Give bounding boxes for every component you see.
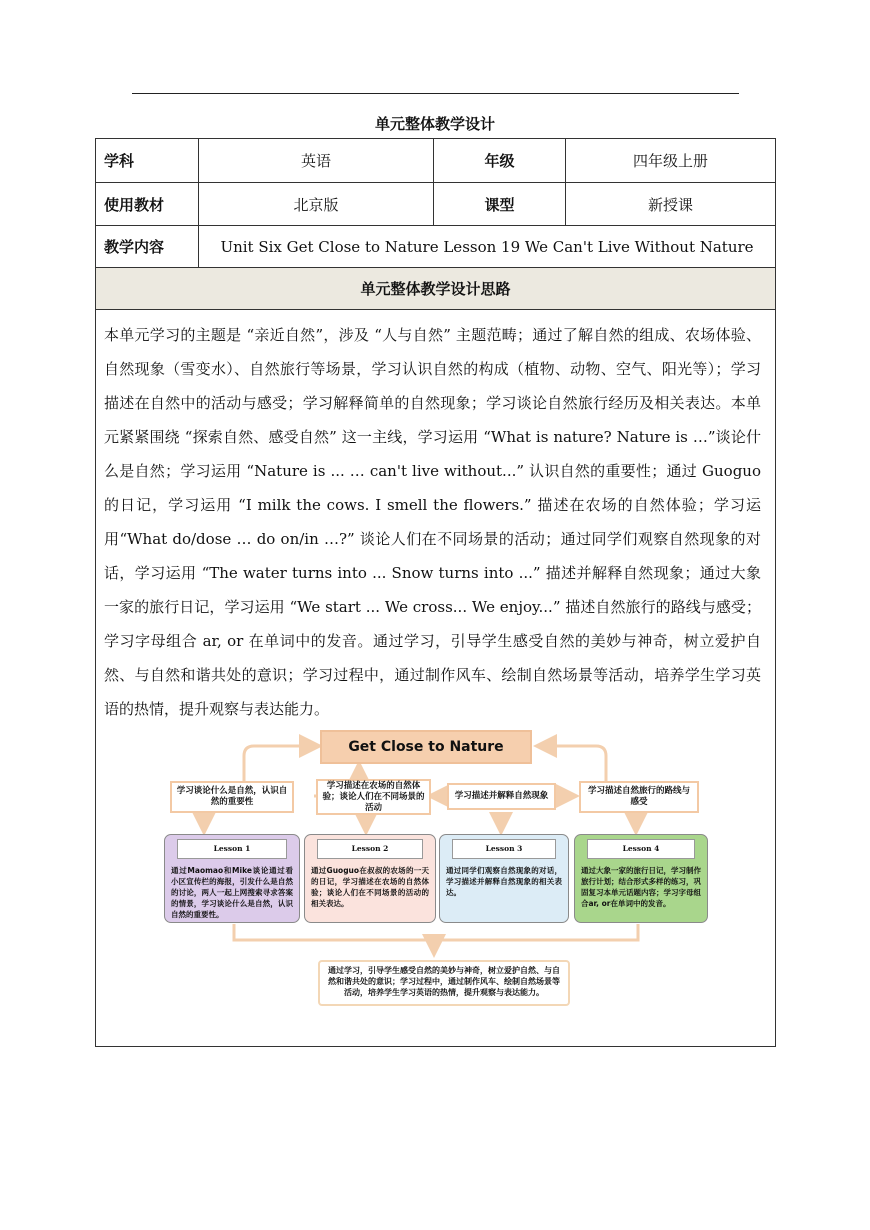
diagram-top-box: Get Close to Nature xyxy=(320,730,532,764)
design-body xyxy=(96,310,776,1047)
lesson-title: Lesson 2 xyxy=(317,839,423,859)
table-row xyxy=(96,183,776,226)
lesson-text: 通过同学们观察自然现象的对话，学习描述并解释自然现象的相关表达。 xyxy=(446,866,562,897)
lesson-text: 通过大象一家的旅行日记，学习制作旅行计划；结合形式多样的练习，巩固复习本单元话题内容；学习字母组合ar, or在单词中的发音。 xyxy=(581,866,701,908)
lesson-title: Lesson 1 xyxy=(177,839,287,859)
design-paragraph: 本单元学习的主题是 “亲近自然”，涉及 “人与自然” 主题范畴；通过了解自然的组成、农场体验、自然现象（雪变水）、自然旅行等场景，学习认识自然的构成（植物、动物、空气、阳光等）；学习描述在自然中的活动与感受；学习解释简单的自然现象；学习谈论自然旅行经历及相关表达。本单元紧紧围绕 “探索自然、感受自然” 这一主线，学习运用 “What is nature? Nature is …”谈论什么是自然；学习运用 “Nature is ... … can't live without...” 认识自然的重要性；通过 Guoguo 的日记，学习运用 “I milk the cows. I smell the flowers.” 描述在农场的自然体验；学习运用“What do/dose … do on/in …?” 谈论人们在不同场景的活动；通过同学们观察自然现象的对话，学习运用 “The water turns into ... Snow turns into ...” 描述并解释自然现象；通过大象一家的旅行日记，学习运用 “We start ... We cross... We enjoy...” 描述自然旅行的路线与感受；学习字母组合 ar, or 在单词中的发音。通过学习，引导学生感受自然的美妙与神奇，树立爱护自然、与自然和谐共处的意识；学习过程中，通过制作风车、绘制自然场景等活动，培养学生学习英语的热情，提升观察与表达能力。 xyxy=(104,326,761,718)
goal-box-3: 学习描述并解释自然现象 xyxy=(447,783,556,810)
lesson-card-3 xyxy=(439,834,569,923)
grade-value: 四年级上册 xyxy=(566,139,776,183)
subject-label: 学科 xyxy=(96,139,199,183)
goal-box-4: 学习描述自然旅行的路线与感受 xyxy=(579,781,699,813)
lesson-type-value: 新授课 xyxy=(566,183,776,226)
lesson-type-label: 课型 xyxy=(434,183,566,226)
table-row xyxy=(96,268,776,310)
goal-box-1: 学习谈论什么是自然，认识自然的重要性 xyxy=(170,781,294,813)
content-label: 教学内容 xyxy=(96,226,199,268)
table-row xyxy=(96,310,776,1047)
table-row xyxy=(96,139,776,183)
section-title: 单元整体教学设计思路 xyxy=(96,268,776,310)
content-value: Unit Six Get Close to Nature Lesson 19 We Can't Live Without Nature xyxy=(199,226,776,268)
lesson-title: Lesson 3 xyxy=(452,839,556,859)
design-table xyxy=(95,138,776,1047)
goal-box-2: 学习描述在农场的自然体验；谈论人们在不同场景的活动 xyxy=(316,779,431,815)
lesson-card-4 xyxy=(574,834,708,923)
lesson-card-1 xyxy=(164,834,300,923)
lesson-title: Lesson 4 xyxy=(587,839,695,859)
document-title: 单元整体教学设计 xyxy=(374,115,495,133)
summary-box: 通过学习，引导学生感受自然的美妙与神奇，树立爱护自然、与自然和谐共处的意识；学习过程中，通过制作风车、绘制自然场景等活动，培养学生学习英语的热情，提升观察与表达能力。 xyxy=(318,960,570,1006)
lesson-text: 通过Maomao和Mike谈论通过看小区宣传栏的海报，引发什么是自然的讨论，两人一起上网搜索寻求答案的情景，学习谈论什么是自然，认识自然的重要性。 xyxy=(171,866,293,919)
textbook-label: 使用教材 xyxy=(96,183,199,226)
grade-label: 年级 xyxy=(434,139,566,183)
subject-value: 英语 xyxy=(199,139,434,183)
textbook-value: 北京版 xyxy=(199,183,434,226)
table-row xyxy=(96,226,776,268)
lesson-text: 通过Guoguo在叔叔的农场的一天的日记，学习描述在农场的自然体验；谈论人们在不同场景的活动的相关表达。 xyxy=(311,866,429,908)
header-rule xyxy=(132,93,739,94)
lesson-card-2 xyxy=(304,834,436,923)
unit-diagram xyxy=(104,726,761,1036)
